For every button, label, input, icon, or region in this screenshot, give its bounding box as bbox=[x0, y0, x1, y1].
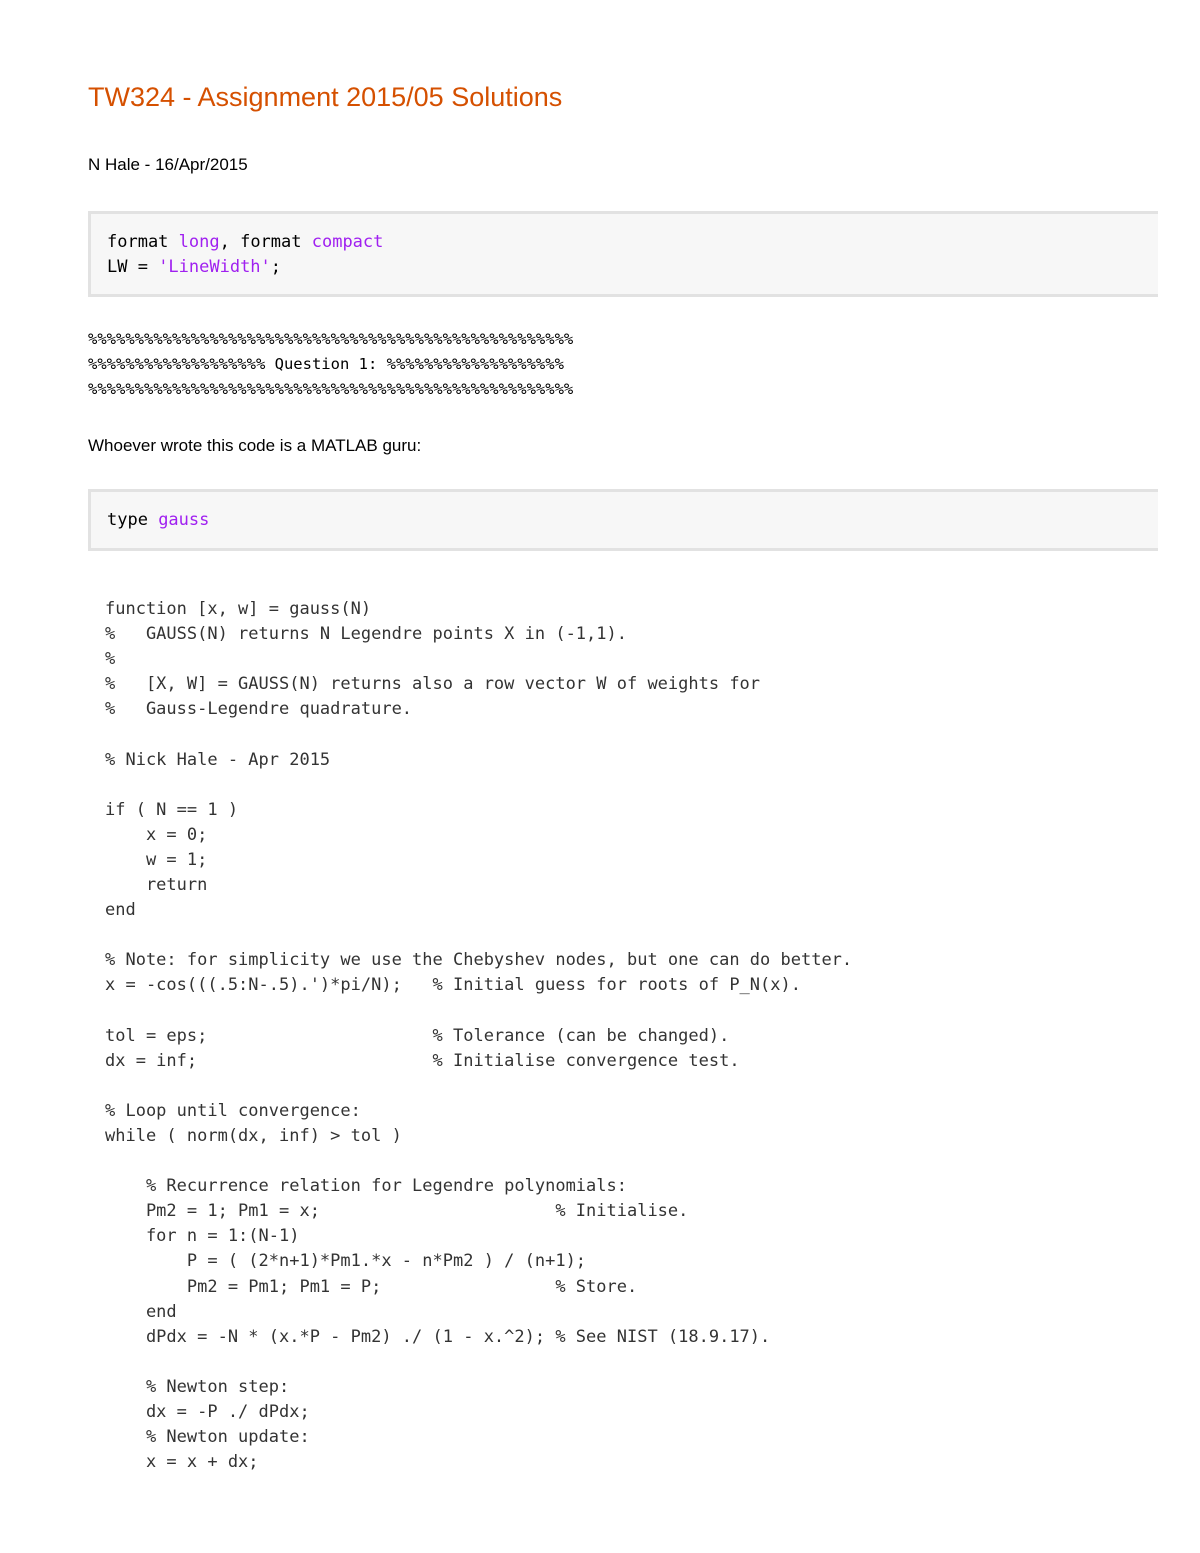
question-banner bbox=[88, 327, 573, 402]
code-token: format bbox=[107, 232, 179, 252]
code-token: ; bbox=[270, 256, 282, 277]
code-cell-type-gauss bbox=[88, 489, 1158, 551]
code-output bbox=[105, 597, 852, 1475]
banner-line: %%%%%%%%%%%%%%%%%%%%%%%%%%%%%%%%%%%%%%%%%%%%%%%%%%%% bbox=[88, 330, 574, 348]
intro-text: Whoever wrote this code is a MATLAB guru: bbox=[88, 436, 422, 455]
code-token: long bbox=[178, 232, 220, 252]
page-title: TW324 - Assignment 2015/05 Solutions bbox=[88, 82, 563, 112]
code-cell-format-text bbox=[91, 214, 1158, 279]
code-token: compact bbox=[311, 232, 384, 252]
code-token: LW = bbox=[107, 256, 159, 277]
gauss-source-listing: function [x, w] = gauss(N) % GAUSS(N) returns N Legendre points X in (-1,1). % % [X, W] = GAUSS(N) returns also a row vector W of weights for % Gauss-Legendre quadrature. % Nick Hale - Apr 2015 if ( N == 1 ) x = 0; w = 1; return end % Note: for simplicity we use the Chebyshev nodes, but one can do better. x = -cos(((.5:N-.5).')*pi/N); % Initial guess for roots of P_N(x). tol = eps; % Tolerance (can be changed). dx = inf; % Initialise convergence test. % Loop until convergence: while ( norm(dx, inf) > tol ) % Recurrence relation for Legendre polynomials: Pm2 = 1; Pm1 = x; % Initialise. for n = 1:(N-1) P = ( (2*n+1)*Pm1.*x - n*Pm2 ) / (n+1); Pm2 = Pm1; Pm1 = P; % Store. end dPdx = -N * (x.*P - Pm2) ./ (1 - x.^2); % See NIST (18.9.17). % Newton step: dx = -P ./ dPdx; % Newton update: x = x + dx; bbox=[105, 599, 853, 1473]
question-banner-text bbox=[88, 327, 573, 402]
code-token: , format bbox=[219, 232, 312, 252]
banner-line: %%%%%%%%%%%%%%%%%%% Question 1: %%%%%%%%%%%%%%%%%%% bbox=[88, 355, 564, 373]
code-token: gauss bbox=[158, 510, 210, 530]
code-token: type bbox=[107, 510, 159, 530]
code-token: 'LineWidth' bbox=[158, 256, 271, 277]
code-cell-format bbox=[88, 211, 1158, 297]
code-cell-type-text bbox=[91, 492, 1158, 533]
banner-line: %%%%%%%%%%%%%%%%%%%%%%%%%%%%%%%%%%%%%%%%%%%%%%%%%%%% bbox=[88, 380, 574, 398]
author-date: N Hale - 16/Apr/2015 bbox=[88, 155, 248, 174]
